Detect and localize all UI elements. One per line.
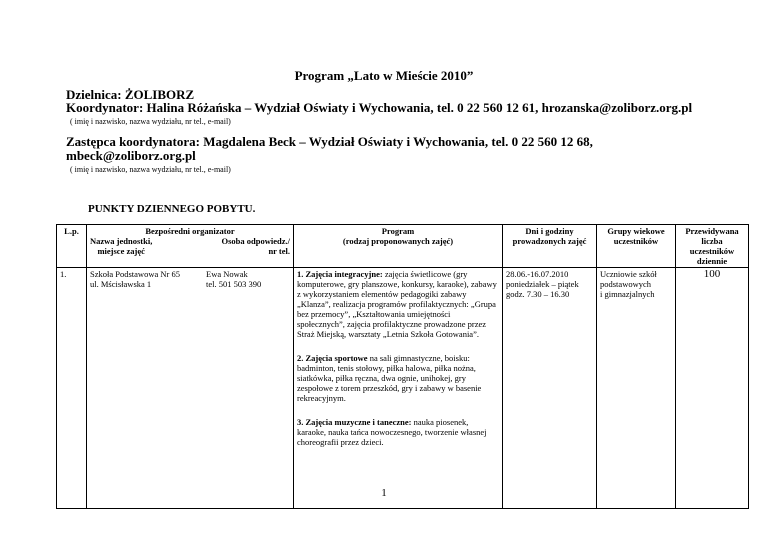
activity-table <box>56 224 749 509</box>
header-expected: Przewidywana liczba uczestników dziennie <box>676 225 749 268</box>
deputy-line-1: Zastępca koordynatora: Magdalena Beck – Wydział Oświaty i Wychowania, tel. 0 22 560 12 68, <box>66 134 593 149</box>
page-title: Program „Lato w Mieście 2010” <box>294 68 474 83</box>
header-groups: Grupy wiekowe uczestników <box>597 225 676 268</box>
cell-school: Szkoła Podstawowa Nr 65 ul. Mścisławska 1 <box>90 269 180 289</box>
header-person: Osoba odpowiedz./ nr tel. <box>221 236 290 256</box>
coordinator-line: Koordynator: Halina Różańska – Wydział Oświaty i Wychowania, tel. 0 22 560 12 61, hrozanska@zoliborz.org.pl <box>66 100 693 115</box>
page-number: 1 <box>381 487 387 499</box>
deputy-note: ( imię i nazwisko, nazwa wydziału, nr tel., e-mail) <box>70 165 231 174</box>
program-3-heading: 3. Zajęcia muzyczne i taneczne: <box>297 417 412 427</box>
header-organizer-label: Bezpośredni organizator <box>145 226 235 236</box>
section-heading: PUNKTY DZIENNEGO POBYTU. <box>88 203 256 215</box>
program-2-heading: 2. Zajęcia sportowe <box>297 353 368 363</box>
coordinator-note: ( imię i nazwisko, nazwa wydziału, nr tel., e-mail) <box>70 117 231 126</box>
cell-expected: 100 <box>676 268 749 509</box>
cell-groups: Uczniowie szkół podstawowych i gimnazjalnych <box>597 268 676 509</box>
header-organizer <box>87 225 294 268</box>
program-1-heading: 1. Zajęcia integracyjne: <box>297 269 383 279</box>
cell-days: 28.06.-16.07.2010 poniedziałek – piątek godz. 7.30 – 16.30 <box>503 268 597 509</box>
header-program: Program (rodzaj proponowanych zajęć) <box>294 225 503 268</box>
table-header-row <box>57 225 749 268</box>
district-line: Dzielnica: ŻOLIBORZ <box>66 87 195 102</box>
cell-program <box>294 268 503 509</box>
cell-organizer <box>87 268 294 509</box>
header-unit-name: Nazwa jednostki, miejsce zajęć <box>90 236 153 256</box>
program-2-body: na sali gimnastyczne, boisku: badminton, tenis stołowy, piłka halowa, piłka nożna, siatkówka, piłka ręczna, dwa ognie, unihokej, gry zespołowe z torem przeszkód, gry i zabawy w basenie rekreacyjnym. <box>297 353 482 403</box>
program-3-body: nauka piosenek, karaoke, nauka tańca nowoczesnego, tworzenie własnej choreografii przez dzieci. <box>297 417 487 447</box>
cell-lp: 1. <box>57 268 87 509</box>
program-block-1 <box>297 269 499 339</box>
cell-person: Ewa Nowak tel. 501 503 390 <box>206 269 262 289</box>
program-1-body: zajęcia świetlicowe (gry komputerowe, gry planszowe, konkursy, karaoke), zabawy z wykorzystaniem elementów pedagogiki zabawy „Klanza”, realizacja programów profilaktycznych: „Grupa bez przemocy”, „Kształtowania umiejętności społecznych”, zajęcia profilaktyczne prowadzone przez Straż Miejską, warsztaty „Letnia Szkoła Gotowania”. <box>297 269 497 339</box>
program-block-2 <box>297 353 499 403</box>
deputy-line-2: mbeck@zoliborz.org.pl <box>66 148 196 163</box>
program-block-3 <box>297 417 499 447</box>
header-days: Dni i godziny prowadzonych zajęć <box>503 225 597 268</box>
header-lp: L.p. <box>57 225 87 268</box>
table-row <box>57 268 749 509</box>
